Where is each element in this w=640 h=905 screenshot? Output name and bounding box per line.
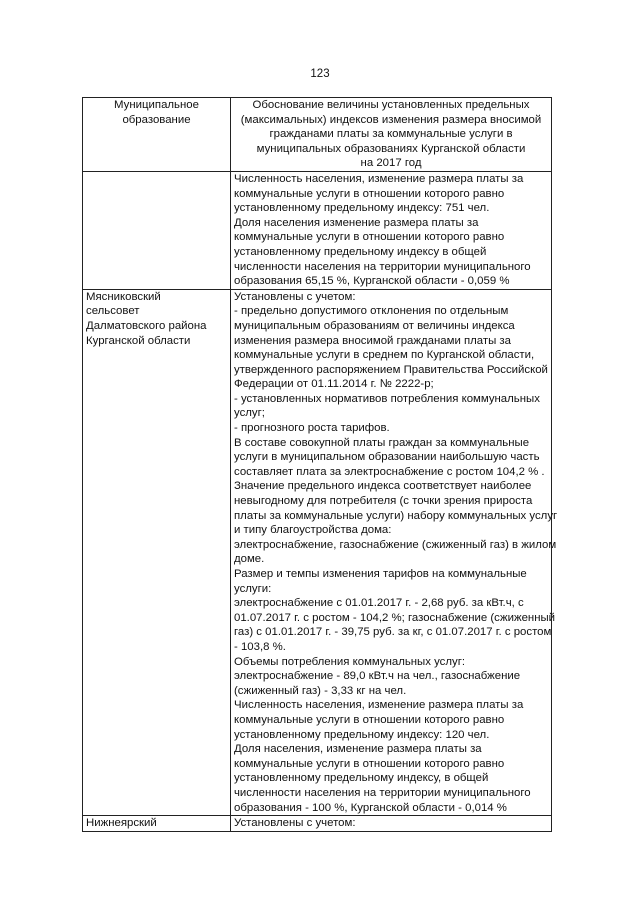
justification-text-line: и типу благоустройства дома: xyxy=(234,524,392,537)
justification-text-line: коммунальные услуги в отношении которого равно xyxy=(234,713,505,726)
justification-text-line: составляет плата за электроснабжение с ростом 104,2 % . xyxy=(234,465,545,478)
justification-text-line: коммунальные услуги в отношении которого равно xyxy=(234,187,505,200)
municipality-cell xyxy=(83,171,231,289)
header-justification-cell xyxy=(231,98,552,172)
justification-text-line: численности населения на территории муниципального xyxy=(234,786,531,799)
justification-text-line: Значение предельного индекса соответствует наиболее xyxy=(234,480,532,493)
municipality-name-line: Нижнеярский xyxy=(86,817,157,830)
justification-text-line: численности населения на территории муниципального xyxy=(234,260,531,273)
justification-text-line: образования 65,15 %, Курганской области - 0,059 % xyxy=(234,275,510,288)
justification-text-line: коммунальные услуги в отношении которого равно xyxy=(234,231,505,244)
header-justification-line: (максимальных) индексов изменения размера вносимой xyxy=(240,113,542,126)
header-justification-line: Обоснование величины установленных предельных xyxy=(252,99,530,111)
justification-text-line: услуг; xyxy=(234,407,265,420)
justification-text-line: 01.07.2017 г. с ростом - 104,2 %; газоснабжение (сжиженный xyxy=(234,611,556,624)
justification-text-line: Численность населения, изменение размера платы за xyxy=(234,172,524,185)
justification-text-line: услуги: xyxy=(234,582,272,595)
justification-text-line: установленному предельному индексу: 751 чел. xyxy=(234,202,490,215)
justification-text-line: установленному предельному индексу: 120 чел. xyxy=(234,728,490,741)
justification-text-line: электроснабжение, газоснабжение (сжиженный газ) в жилом xyxy=(234,538,557,551)
header-justification-line: на 2017 год xyxy=(360,157,422,170)
header-municipality-line: образование xyxy=(122,113,191,126)
justification-text-line: установленному предельному индексу, в общей xyxy=(234,772,489,785)
table-body xyxy=(83,171,558,831)
justification-text-line: невыгодному для потребителя (с точки зрения прироста xyxy=(234,495,533,508)
justification-text-line: образования - 100 %, Курганской области - 0,014 % xyxy=(234,801,507,814)
justification-text-line: Установлены с учетом: xyxy=(234,290,356,303)
justification-cell xyxy=(231,171,552,289)
justification-text-line: Доля населения изменение размера платы за xyxy=(234,216,479,229)
justification-text-line: изменения размера вносимой гражданами платы за xyxy=(234,334,511,347)
justification-text-line: установленному предельному индексу в общей xyxy=(234,245,487,258)
justification-text-line: коммунальные услуги в отношении которого равно xyxy=(234,757,505,770)
justification-text-line: - предельно допустимого отклонения по отдельным xyxy=(234,305,509,318)
justification-text-line: (сжиженный газ) - 3,33 кг на чел. xyxy=(234,684,407,697)
header-justification-line: муниципальных образованиях Курганской области xyxy=(256,142,526,155)
justification-text-line: электроснабжение - 89,0 кВт.ч на чел., газоснабжение xyxy=(234,670,521,683)
justification-text-line: газ) с 01.01.2017 г. - 39,75 руб. за кг, с 01.07.2017 г. с ростом xyxy=(234,626,552,639)
justification-text-line: Размер и темпы изменения тарифов на коммунальные xyxy=(234,568,527,580)
justification-text-line: Доля населения, изменение размера платы за xyxy=(234,743,482,756)
municipality-cell xyxy=(83,289,231,815)
justification-text-line: муниципальным образованиям от величины индекса xyxy=(234,319,515,332)
municipality-name-line: Курганской области xyxy=(86,334,191,347)
table-row xyxy=(83,171,552,289)
justification-cell xyxy=(231,289,558,815)
justification-text-line: услуги в муниципальном образовании наибольшую часть xyxy=(234,451,540,464)
table-row xyxy=(83,289,552,815)
page-number: 123 xyxy=(310,68,330,80)
justification-text-line: доме. xyxy=(234,553,265,566)
municipality-name-line: сельсовет xyxy=(86,305,140,318)
justification-text-line: - прогнозного роста тарифов. xyxy=(234,422,390,435)
header-municipality-line: Муниципальное xyxy=(114,99,199,111)
justification-text-line: В составе совокупной платы граждан за коммунальные xyxy=(234,436,530,449)
header-municipality-cell xyxy=(83,98,231,172)
municipality-cell xyxy=(83,816,231,832)
justification-text-line: электроснабжение с 01.01.2017 г. - 2,68 руб. за кВт.ч, с xyxy=(234,597,524,610)
justification-text-line: - установленных нормативов потребления коммунальных xyxy=(234,392,540,405)
justification-text-line: коммунальные услуги в среднем по Курганской области, xyxy=(234,349,535,362)
justification-table xyxy=(82,97,558,832)
justification-text-line: платы за коммунальные услуги) набору коммунальных услуг xyxy=(234,509,558,522)
justification-cell xyxy=(231,816,552,832)
table-header-row xyxy=(83,98,552,172)
municipality-name-line: Далматовского района xyxy=(86,319,207,332)
justification-text-line: Установлены с учетом: xyxy=(234,817,356,830)
justification-text-line: утвержденного распоряжением Правительства Российской xyxy=(234,363,548,376)
header-justification-line: гражданами платы за коммунальные услуги в xyxy=(269,128,513,141)
justification-text-line: - 103,8 %. xyxy=(234,640,286,653)
justification-text-line: Объемы потребления коммунальных услуг: xyxy=(234,655,466,668)
municipality-name-line: Мясниковский xyxy=(86,290,161,303)
table-row xyxy=(83,816,552,832)
justification-text-line: Федерации от 01.11.2014 г. № 2222-р; xyxy=(234,378,434,391)
justification-text-line: Численность населения, изменение размера платы за xyxy=(234,699,524,712)
